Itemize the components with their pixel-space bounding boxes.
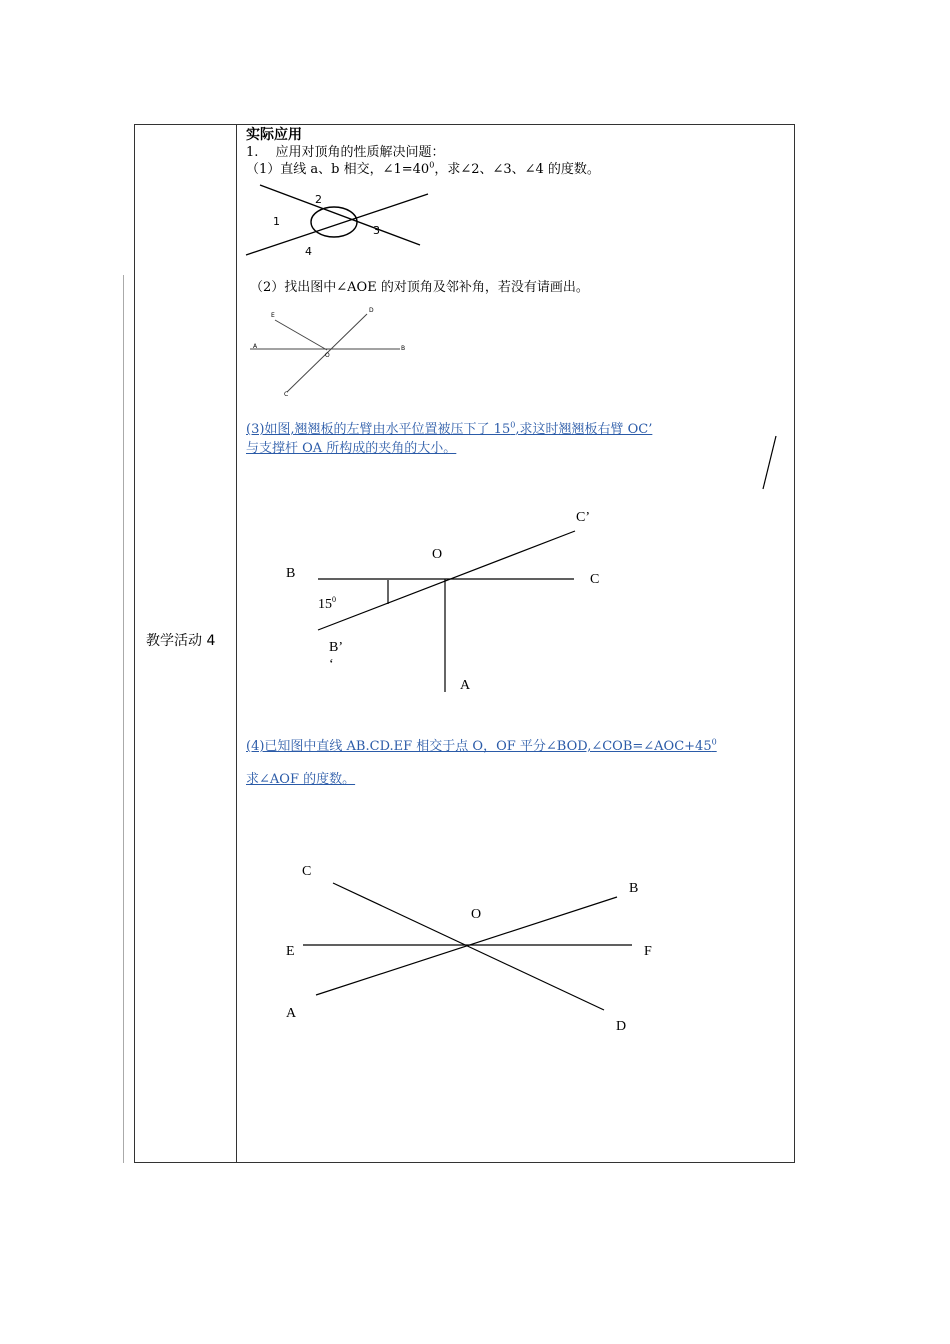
question-2: （2）找出图中∠AOE 的对顶角及邻补角，若没有请画出。 <box>250 280 589 295</box>
fig2-label-b: B <box>401 345 406 352</box>
fig2-label-c: C <box>284 391 289 398</box>
fig3-angle-label: $15^0$ <box>318 595 336 612</box>
fig2-label-a: A <box>253 343 258 350</box>
fig3-label-b-prime: B’ <box>329 640 343 655</box>
fig3-label-c-prime: C’ <box>576 510 590 525</box>
intro-text: 1. 应用对顶角的性质解决问题： <box>246 145 445 160</box>
fig4-label-c: C <box>302 864 312 879</box>
fig4-label-b: B <box>629 881 639 896</box>
fig2-label-d: D <box>369 307 374 314</box>
fig4-label-e: E <box>286 944 295 959</box>
fig4-label-f: F <box>644 944 652 959</box>
fig2-label-e: E <box>271 312 275 319</box>
fig1-label-4: 4 <box>305 245 312 258</box>
question-1: （1）直线 a、b 相交，$\angle 1=40^0$，求∠2、∠3、∠4 的度数。 <box>246 160 600 177</box>
section-heading: 实际应用 <box>246 127 302 143</box>
question-4-line-2: 求∠AOF 的度数。 <box>246 772 356 787</box>
fig1-label-1: 1 <box>273 215 280 228</box>
fig2-label-o: O <box>325 352 330 359</box>
fig4-label-o: O <box>471 907 482 922</box>
fig3-label-o: O <box>432 547 443 562</box>
row-label: 教学活动 4 <box>146 633 216 649</box>
fig3-label-tick: ‘ <box>329 657 334 672</box>
fig3-label-a: A <box>460 678 471 693</box>
fig3-label-b: B <box>286 566 296 581</box>
question-4-line-1: (4)已知图中直线 AB.CD.EF 相交于点 O，OF 平分$\angle BOD,\angle COB=\angle AOC+45^0$ <box>246 737 717 754</box>
question-3-line-2: 与支撑杆 OA 所构成的夹角的大小。 <box>246 441 457 456</box>
question-3-line-1: (3)如图,翘翘板的左臂由水平位置被压下了 $15^0$,求这时翘翘板右臂 OC’ <box>246 420 653 437</box>
fig4-label-a: A <box>286 1006 297 1021</box>
fig1-label-3: 3 <box>373 224 380 237</box>
fig4-label-d: D <box>616 1019 627 1034</box>
fig1-label-2: 2 <box>315 193 322 206</box>
fig3-label-c: C <box>590 572 600 587</box>
